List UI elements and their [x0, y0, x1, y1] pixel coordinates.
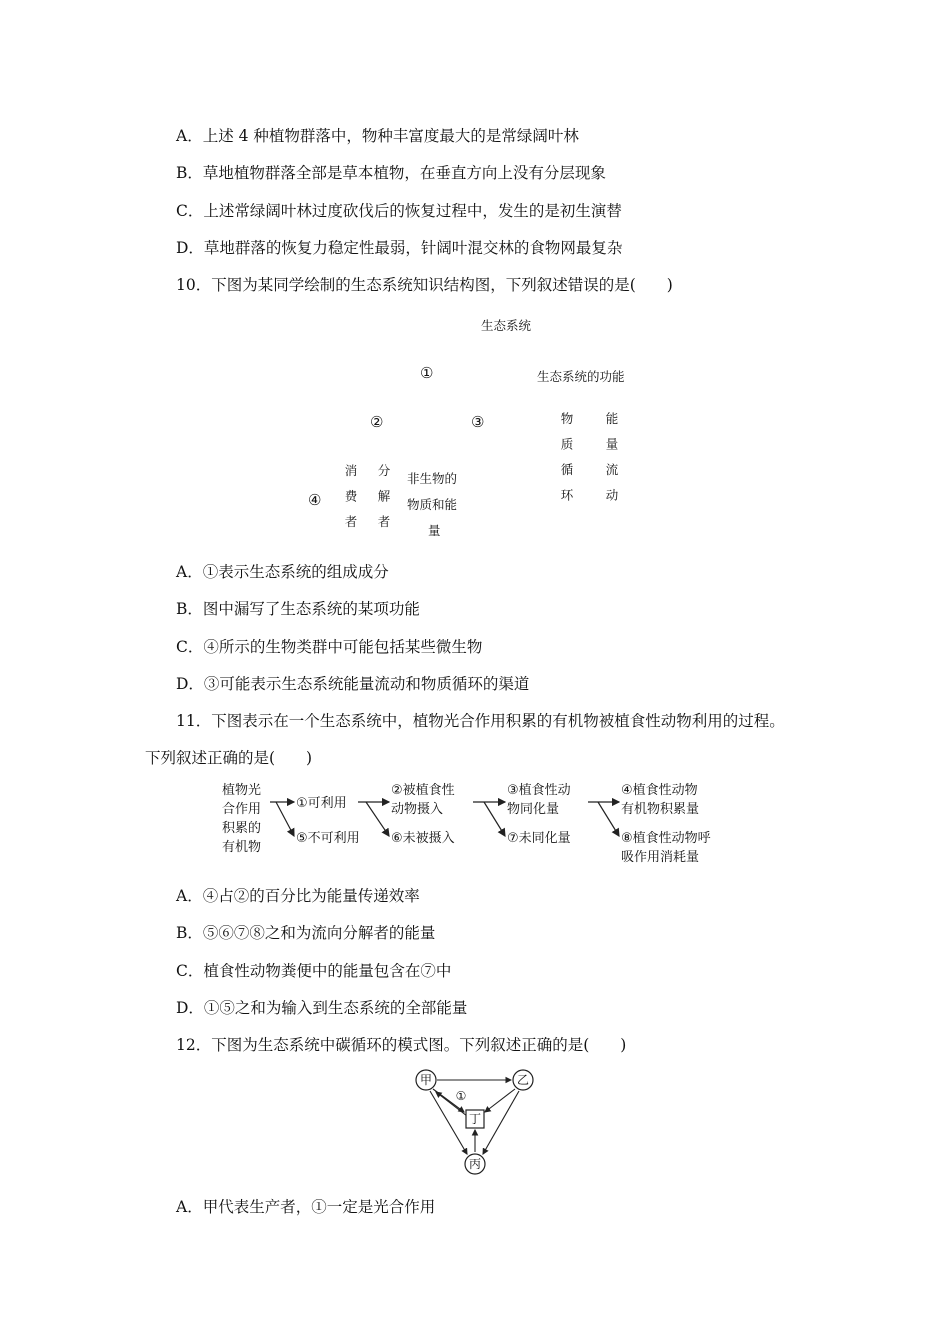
q10-abiotic-line2: 物质和能 — [407, 497, 458, 512]
q12-label-ding: 丁 — [468, 1112, 482, 1126]
q10-function-label: 生态系统的功能 — [537, 369, 625, 384]
q11-box-2: ②被植食性 动物摄入 — [391, 783, 455, 817]
q10-root-label: 生态系统 — [481, 318, 532, 333]
q11-arrow-3-8 — [598, 802, 619, 836]
q11-box-7: ⑦未同化量 — [507, 831, 571, 846]
q9-option-a: A．上述 4 种植物群落中，物种丰富度最大的是常绿阔叶林 — [176, 127, 579, 145]
q11-option-c: C．植食性动物粪便中的能量包含在⑦中 — [176, 962, 452, 980]
q12-option-a: A．甲代表生产者，①一定是光合作用 — [176, 1198, 436, 1216]
q12-stem: 12．下图为生态系统中碳循环的模式图。下列叙述正确的是( ) — [176, 1036, 627, 1054]
q10-node-2: ② — [370, 413, 384, 431]
q11-arrow-2-7 — [484, 802, 505, 836]
q12-label-1: ① — [455, 1089, 467, 1103]
q11-option-d: D．①⑤之和为输入到生态系统的全部能量 — [176, 999, 468, 1017]
q10-option-b: B．图中漏写了生态系统的某项功能 — [176, 600, 420, 618]
q11-box-3: ③植食性动 物同化量 — [507, 783, 571, 817]
q10-material-cycle-label: 物质循环 — [559, 412, 574, 514]
q11-arrow-1-6 — [366, 802, 389, 836]
q9-option-d: D．草地群落的恢复力稳定性最弱，针阔叶混交林的食物网最复杂 — [176, 239, 623, 257]
q10-abiotic-line3: 量 — [428, 523, 441, 538]
q10-decomposer-label: 分解者 — [376, 464, 391, 541]
q12-label-jia: 甲 — [419, 1073, 433, 1087]
q10-node-3: ③ — [471, 413, 485, 431]
q10-energy-flow-label: 能量流动 — [604, 412, 619, 514]
q10-abiotic-line1: 非生物的 — [407, 471, 458, 486]
q11-stem-line2: 下列叙述正确的是( ) — [145, 749, 313, 767]
q11-source-box: 植物光 合作用 积累的 有机物 — [222, 783, 262, 855]
q12-arrow-yi-ding — [485, 1089, 515, 1112]
q12-arrow-yi-bing — [483, 1091, 519, 1154]
q10-option-a: A．①表示生态系统的组成成分 — [176, 563, 389, 581]
q12-label-yi: 乙 — [516, 1073, 530, 1087]
q11-box-6: ⑥未被摄入 — [391, 831, 455, 846]
q12-carbon-cycle-diagram — [405, 1068, 545, 1178]
q11-option-b: B．⑤⑥⑦⑧之和为流向分解者的能量 — [176, 924, 436, 942]
q9-option-c: C．上述常绿阔叶林过度砍伐后的恢复过程中，发生的是初生演替 — [176, 202, 622, 220]
q10-consumer-label: 消费者 — [343, 464, 358, 541]
q10-option-d: D．③可能表示生态系统能量流动和物质循环的渠道 — [176, 675, 530, 693]
q9-option-b: B．草地植物群落全部是草本植物，在垂直方向上没有分层现象 — [176, 164, 606, 182]
q11-stem-line1: 11．下图表示在一个生态系统中，植物光合作用积累的有机物被植食性动物利用的过程。 — [176, 712, 785, 730]
q11-box-5: ⑤不可利用 — [296, 831, 360, 846]
q10-option-c: C．④所示的生物类群中可能包括某些微生物 — [176, 638, 483, 656]
q10-stem: 10．下图为某同学绘制的生态系统知识结构图，下列叙述错误的是( ) — [176, 276, 673, 294]
q10-node-1: ① — [420, 364, 434, 382]
q11-box-8: ⑧植食性动物呼 吸作用消耗量 — [621, 831, 711, 865]
q11-box-4: ④植食性动物 有机物积累量 — [621, 783, 700, 817]
q11-option-a: A．④占②的百分比为能量传递效率 — [176, 887, 420, 905]
q11-box-1: ①可利用 — [296, 796, 347, 811]
q12-label-bing: 丙 — [468, 1157, 482, 1171]
q11-arrow-src-5 — [276, 802, 294, 836]
q10-node-4: ④ — [308, 491, 322, 509]
